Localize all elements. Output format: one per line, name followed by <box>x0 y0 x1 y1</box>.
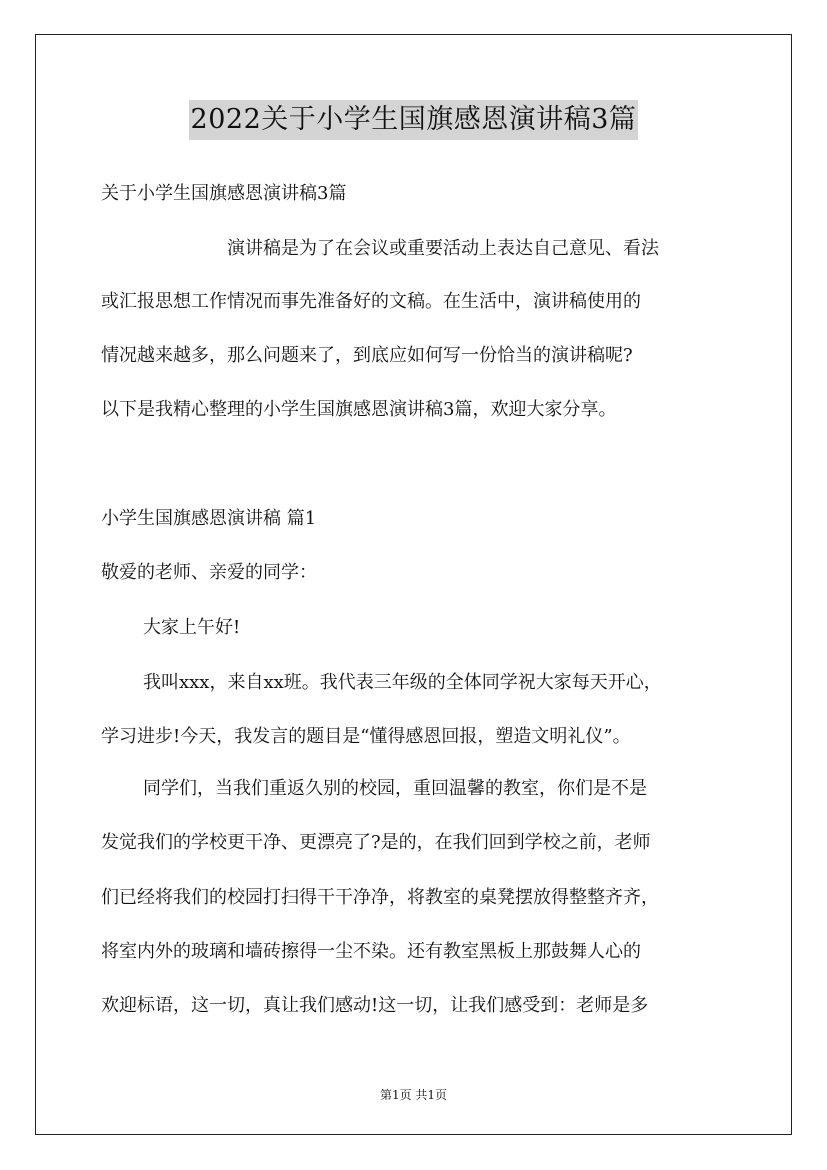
para2-line-5: 欢迎标语，这一切，真让我们感动!这一切，让我们感受到：老师是多 <box>101 995 649 1016</box>
para2-line-4: 将室内外的玻璃和墙砖擦得一尘不染。还有教室黑板上那鼓舞人心的 <box>101 941 641 962</box>
intro-line-4: 以下是我精心整理的小学生国旗感恩演讲稿3篇，欢迎大家分享。 <box>101 399 617 420</box>
intro-line-3: 情况越来越多，那么问题来了，到底应如何写一份恰当的演讲稿呢? <box>101 345 633 366</box>
document-subtitle: 关于小学生国旗感恩演讲稿3篇 <box>101 183 347 204</box>
section-heading: 小学生国旗感恩演讲稿 篇1 <box>101 508 317 529</box>
para2-line-3: 们已经将我们的校园打扫得干干净净，将教室的桌凳摆放得整整齐齐， <box>101 887 659 908</box>
intro-line-2: 或汇报思想工作情况而事先准备好的文稿。在生活中，演讲稿使用的 <box>101 291 641 312</box>
document-title: 2022关于小学生国旗感恩演讲稿3篇 <box>189 100 639 140</box>
para1-line-1: 我叫xxx，来自xx班。我代表三年级的全体同学祝大家每天开心， <box>143 672 662 693</box>
para2-line-2: 发觉我们的学校更干净、更漂亮了?是的，在我们回到学校之前，老师 <box>101 832 651 853</box>
salutation: 敬爱的老师、亲爱的同学： <box>101 562 317 583</box>
title-container <box>0 100 827 140</box>
greeting: 大家上午好! <box>143 617 241 638</box>
para1-line-2: 学习进步!今天，我发言的题目是“懂得感恩回报，塑造文明礼仪”。 <box>101 726 631 747</box>
page-footer: 第1页 共1页 <box>379 1088 448 1102</box>
para2-line-1: 同学们，当我们重返久别的校园，重回温馨的教室，你们是不是 <box>143 778 647 799</box>
intro-line-1: 演讲稿是为了在会议或重要活动上表达自己意见、看法 <box>227 238 659 259</box>
